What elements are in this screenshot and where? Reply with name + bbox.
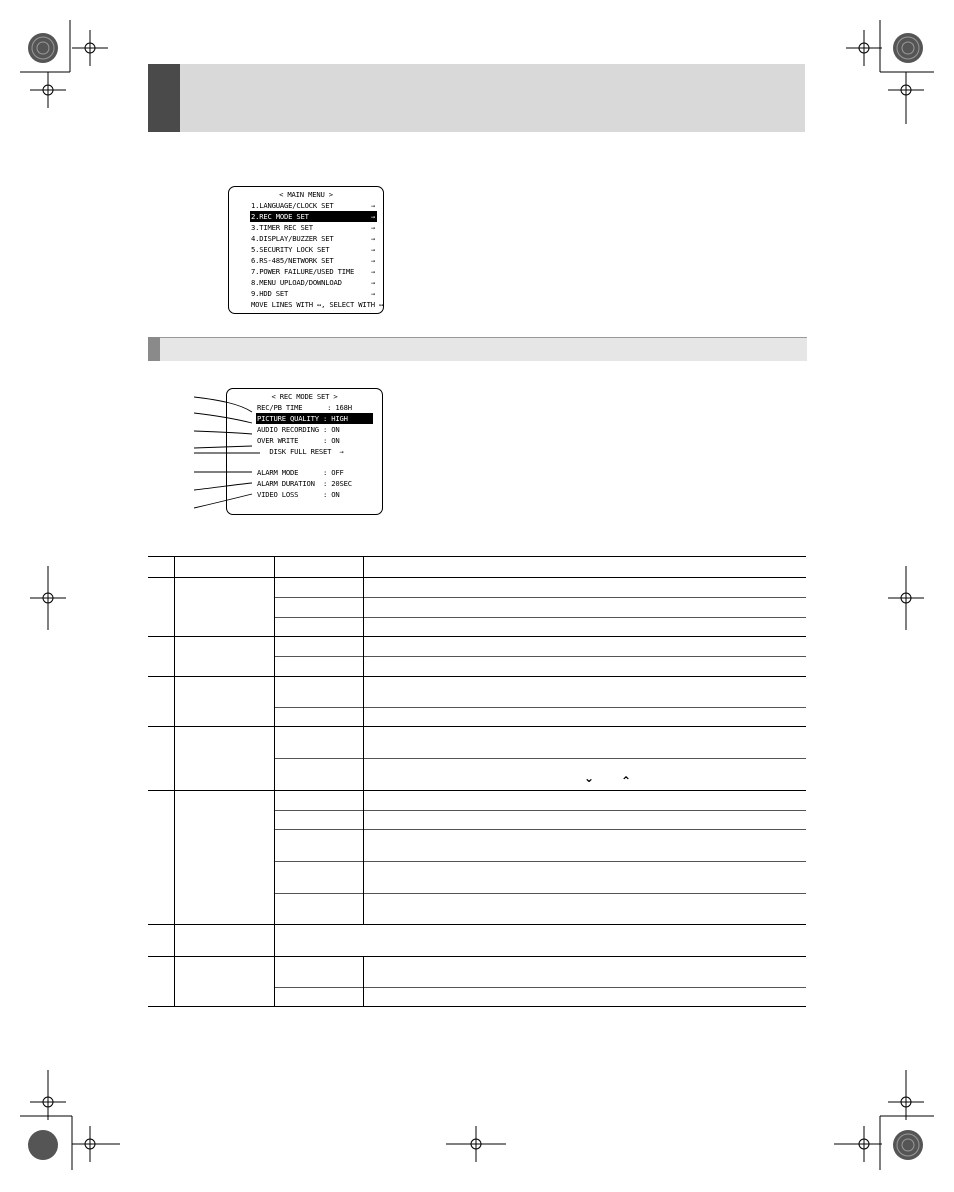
right-arrow-icon: → [370, 267, 375, 276]
chevron-down-icon: ⌄ [584, 771, 595, 785]
section-bar [160, 337, 807, 361]
menu-item-label: 2.REC MODE SET [251, 212, 309, 221]
setting-audio-recording[interactable]: AUDIO RECORDING : ON [257, 425, 340, 434]
main-menu-title: < MAIN MENU > [279, 190, 333, 199]
setting-picture-quality[interactable]: PICTURE QUALITY : HIGH [256, 413, 373, 424]
setting-video-loss[interactable]: VIDEO LOSS : ON [257, 490, 340, 499]
right-arrow-icon: → [370, 212, 375, 221]
menu-item-language-clock[interactable] [251, 200, 381, 211]
menu-item-label: 5.SECURITY LOCK SET [251, 245, 330, 254]
menu-item-power-failure[interactable] [251, 266, 381, 277]
section-tab-block [148, 337, 160, 361]
right-arrow-icon: → [370, 223, 375, 232]
main-menu-screen [228, 186, 384, 314]
main-menu-footer: MOVE LINES WITH ↔, SELECT WITH ↔ [251, 300, 384, 309]
header-bar [180, 64, 805, 132]
rec-mode-title: < REC MODE SET > [271, 392, 338, 401]
menu-item-hdd-set[interactable] [251, 288, 381, 299]
menu-item-timer-rec[interactable] [251, 222, 381, 233]
menu-item-label: 8.MENU UPLOAD/DOWNLOAD [251, 278, 342, 287]
menu-item-rs485-network[interactable] [251, 255, 381, 266]
menu-item-label: 6.RS-485/NETWORK SET [251, 256, 334, 265]
setting-alarm-mode[interactable]: ALARM MODE : OFF [257, 468, 344, 477]
menu-item-label: 4.DISPLAY/BUZZER SET [251, 234, 334, 243]
right-arrow-icon: → [370, 256, 375, 265]
menu-item-rec-mode[interactable] [250, 211, 377, 222]
setting-disk-full-reset[interactable]: DISK FULL RESET → [257, 447, 344, 456]
right-arrow-icon: → [370, 289, 375, 298]
chevron-up-icon: ⌃ [621, 774, 632, 788]
menu-item-label: 9.HDD SET [251, 289, 289, 298]
menu-item-display-buzzer[interactable] [251, 233, 381, 244]
setting-alarm-duration[interactable]: ALARM DURATION : 20SEC [257, 479, 352, 488]
menu-item-menu-upload[interactable] [251, 277, 381, 288]
right-arrow-icon: → [370, 278, 375, 287]
menu-item-security-lock[interactable] [251, 244, 381, 255]
right-arrow-icon: → [370, 245, 375, 254]
right-arrow-icon: → [370, 234, 375, 243]
menu-item-label: 7.POWER FAILURE/USED TIME [251, 267, 355, 276]
callout-pointer-lines [190, 390, 260, 515]
menu-item-label: 3.TIMER REC SET [251, 223, 313, 232]
header-tab-block [148, 64, 180, 132]
right-arrow-icon: → [370, 201, 375, 210]
menu-item-label: 1.LANGUAGE/CLOCK SET [251, 201, 334, 210]
setting-over-write[interactable]: OVER WRITE : ON [257, 436, 340, 445]
setting-rec-pb-time[interactable]: REC/PB TIME : 168H [257, 403, 352, 412]
